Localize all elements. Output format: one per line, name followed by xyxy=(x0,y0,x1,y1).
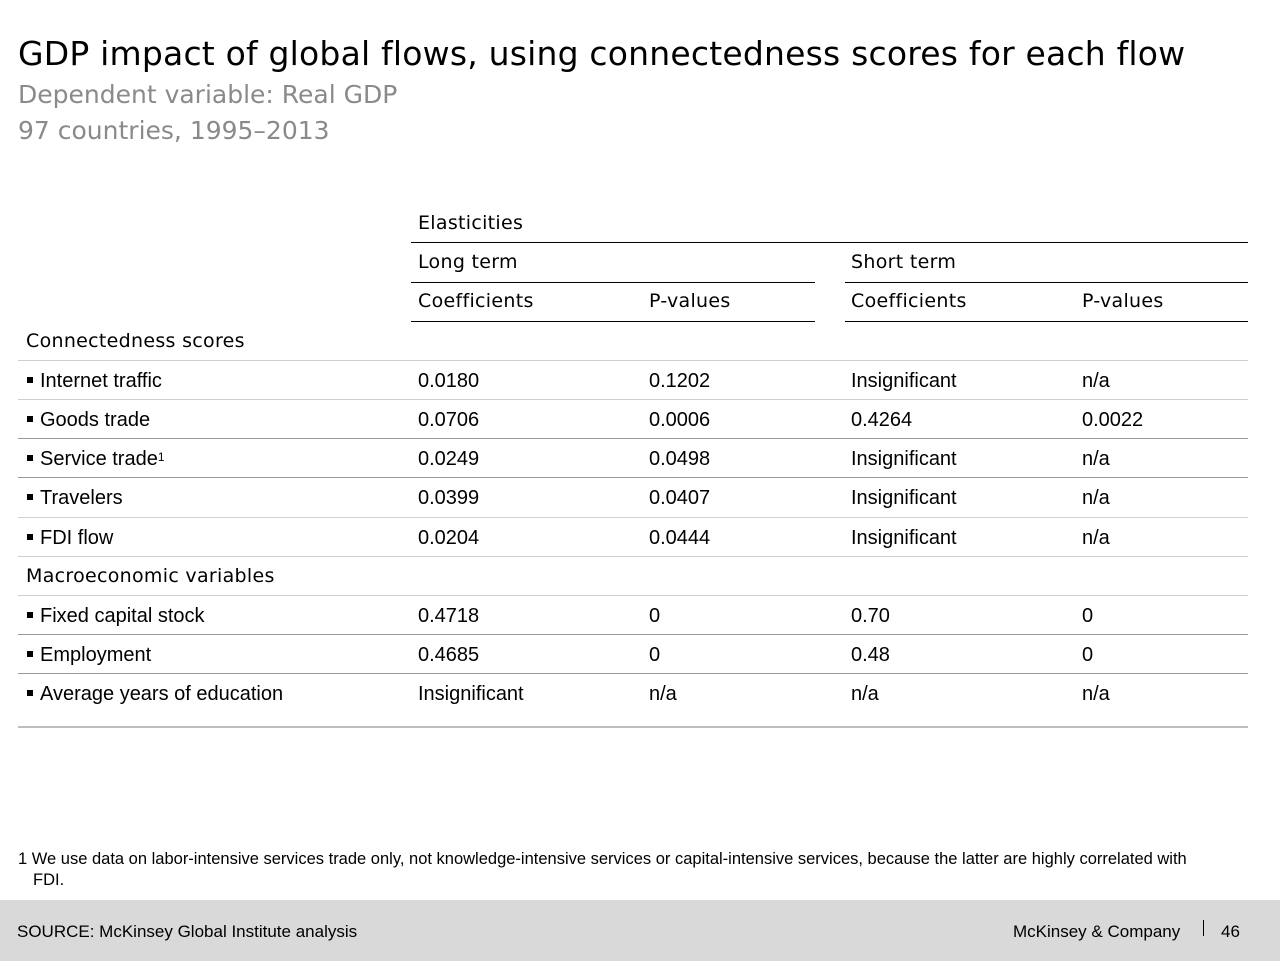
header-long-term: Long term xyxy=(418,251,518,273)
short-term-pvalue: n/a xyxy=(1082,370,1110,392)
row-label: Fixed capital stock xyxy=(27,606,205,626)
subheader-long-rule xyxy=(411,321,815,322)
row-divider xyxy=(18,556,1248,557)
footnote-marker: 1 xyxy=(157,450,165,464)
long-term-coefficient: 0.0180 xyxy=(418,370,480,392)
header-short-term: Short term xyxy=(851,251,957,273)
row-divider xyxy=(18,517,1248,518)
short-term-coefficient: 0.4264 xyxy=(851,409,913,431)
long-term-pvalue: 0 xyxy=(649,605,661,627)
row-divider xyxy=(18,399,1248,400)
section-connectedness-scores: Connectedness scores xyxy=(26,330,245,352)
row-label: FDI flow xyxy=(27,528,113,548)
short-term-coefficient: Insignificant xyxy=(851,487,957,509)
bullet-icon xyxy=(27,416,33,422)
short-term-coefficient: 0.48 xyxy=(851,644,890,666)
long-term-coefficient: 0.0249 xyxy=(418,448,480,470)
header-coefficients-short: Coefficients xyxy=(851,290,967,312)
footnote xyxy=(18,849,1218,891)
header-short-rule xyxy=(845,282,1248,283)
bullet-icon xyxy=(27,651,33,657)
subheader-short-rule xyxy=(845,321,1248,322)
header-coefficients-long: Coefficients xyxy=(418,290,534,312)
bullet-icon xyxy=(27,494,33,500)
long-term-pvalue: n/a xyxy=(649,683,677,705)
short-term-pvalue: 0 xyxy=(1082,644,1094,666)
short-term-coefficient: Insignificant xyxy=(851,370,957,392)
short-term-coefficient: Insignificant xyxy=(851,448,957,470)
footnote-text: 1 We use data on labor-intensive services trade only, not knowledge-intensive services or capital-intensive services, because the latter are highly correlated with FDI. xyxy=(18,850,1187,889)
bullet-icon xyxy=(27,612,33,618)
header-rule xyxy=(411,242,1248,243)
source-note: SOURCE: McKinsey Global Institute analysis xyxy=(17,922,358,941)
row-divider xyxy=(18,673,1248,674)
long-term-coefficient: 0.0706 xyxy=(418,409,480,431)
short-term-pvalue: n/a xyxy=(1082,487,1110,509)
short-term-coefficient: Insignificant xyxy=(851,527,957,549)
long-term-coefficient: 0.4718 xyxy=(418,605,480,627)
row-label: Goods trade xyxy=(27,410,150,430)
page-subtitle-sample: 97 countries, 1995–2013 xyxy=(18,116,330,145)
long-term-coefficient: 0.4685 xyxy=(418,644,480,666)
row-divider xyxy=(18,438,1248,439)
short-term-pvalue: n/a xyxy=(1082,527,1110,549)
page-number: 46 xyxy=(1221,922,1240,941)
short-term-coefficient: 0.70 xyxy=(851,605,890,627)
header-pvalues-long: P-values xyxy=(649,290,731,312)
long-term-pvalue: 0.0444 xyxy=(649,527,711,549)
bullet-icon xyxy=(27,534,33,540)
long-term-pvalue: 0.1202 xyxy=(649,370,711,392)
page-subtitle-dependent-variable: Dependent variable: Real GDP xyxy=(18,80,398,109)
row-label: Internet traffic xyxy=(27,371,162,391)
short-term-pvalue: n/a xyxy=(1082,448,1110,470)
header-elasticities: Elasticities xyxy=(418,212,524,234)
short-term-coefficient: n/a xyxy=(851,683,879,705)
long-term-coefficient: Insignificant xyxy=(418,683,524,705)
footer-bar xyxy=(0,900,1280,961)
row-label: Average years of education xyxy=(27,684,283,704)
long-term-pvalue: 0.0498 xyxy=(649,448,711,470)
row-divider xyxy=(18,477,1248,478)
short-term-pvalue: 0.0022 xyxy=(1082,409,1144,431)
header-long-rule xyxy=(411,282,815,283)
header-pvalues-short: P-values xyxy=(1082,290,1164,312)
row-label: Employment xyxy=(27,645,151,665)
table-bottom-rule xyxy=(18,726,1248,728)
short-term-pvalue: 0 xyxy=(1082,605,1094,627)
long-term-pvalue: 0.0006 xyxy=(649,409,711,431)
bullet-icon xyxy=(27,377,33,383)
short-term-pvalue: n/a xyxy=(1082,683,1110,705)
row-divider xyxy=(18,595,1248,596)
long-term-coefficient: 0.0399 xyxy=(418,487,480,509)
row-divider xyxy=(18,634,1248,635)
row-divider xyxy=(18,360,1248,361)
long-term-pvalue: 0 xyxy=(649,644,661,666)
bullet-icon xyxy=(27,690,33,696)
row-label: Travelers xyxy=(27,488,123,508)
footer-separator xyxy=(1203,920,1204,936)
section-macroeconomic-variables: Macroeconomic variables xyxy=(26,565,275,587)
page-title: GDP impact of global flows, using connectedness scores for each flow xyxy=(18,34,1186,73)
long-term-pvalue: 0.0407 xyxy=(649,487,711,509)
company-name: McKinsey & Company xyxy=(1013,922,1181,941)
long-term-coefficient: 0.0204 xyxy=(418,527,480,549)
row-label: Service trade$^1$ xyxy=(27,449,165,469)
bullet-icon xyxy=(27,455,33,461)
